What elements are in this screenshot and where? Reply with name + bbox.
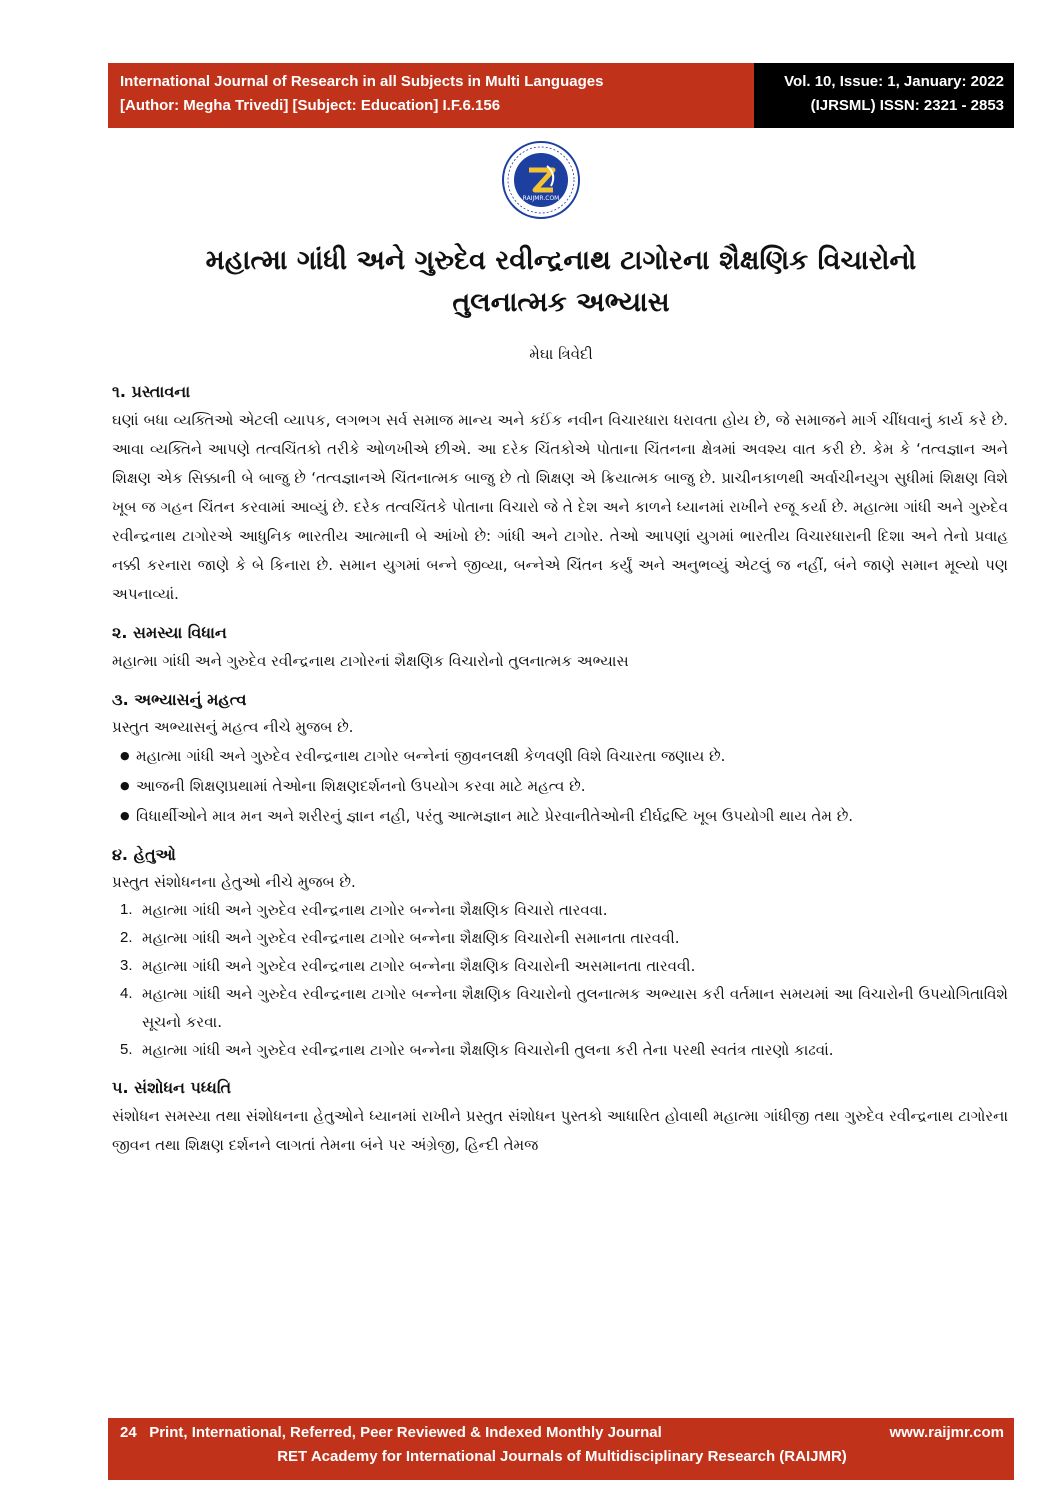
title-line-2: તુલનાત્મક અભ્યાસ	[452, 287, 670, 318]
volume-issue: Vol. 10, Issue: 1, January: 2022	[784, 73, 1004, 90]
paper-body	[112, 372, 1008, 1160]
section-heading-introduction: ૧. પ્રસ્તાવના	[112, 382, 191, 401]
author-name: મેઘા ત્રિવેદી	[529, 345, 593, 363]
journal-footer	[108, 1418, 1014, 1480]
list-number: 2.	[120, 929, 133, 946]
journal-header	[108, 63, 1014, 128]
issn: (IJRSML) ISSN: 2321 - 2853	[810, 97, 1004, 114]
journal-tagline: Print, International, Referred, Peer Reviewed & Indexed Monthly Journal	[149, 1424, 662, 1441]
publisher-name: RET Academy for International Journals of Multidisciplinary Research (RAIJMR)	[277, 1448, 847, 1465]
section-heading-methodology: ૫. સંશોધન પધ્ધતિ	[112, 1078, 232, 1097]
objectives-intro: પ્રસ્તુત સંશોધનના હેતુઓ નીચે મુજબ છે.	[112, 873, 356, 891]
objectives-list	[112, 896, 1008, 1064]
list-item: ● આજની શિક્ષણપ્રથામાં તેઓના શિક્ષણદર્શનનો ઉપયોગ કરવા માટે મહત્વ છે.	[120, 771, 1008, 801]
significance-intro: પ્રસ્તુત અભ્યાસનું મહત્વ નીચે મુજબ છે.	[112, 718, 354, 736]
list-item	[120, 896, 1008, 924]
list-item	[120, 980, 1008, 1036]
introduction-paragraph: ઘણાં બધા વ્યક્તિઓ એટલી વ્યાપક, લગભગ સર્વ સમાજ માન્ય અને કઈંક નવીન વિચારધારા ધરાવતા હોય છે, જે સમાજને માર્ગ ચીંધવાનું કાર્ય કરે છે. આવા વ્યક્તિને આપણે તત્વચિંતકો તરીકે ઓળખીએ છીએ. આ દરેક ચિંતકોએ પોતાના ચિંતનના ક્ષેત્રમાં અવશ્ય વાત કરી છે. કેમ કે ‘તત્વજ્ઞાન અને શિક્ષણ એક સિક્કાની બે બાજુ છે ‘તત્વજ્ઞાનએ ચિંતનાત્મક બાજુ છે તો શિક્ષણ એ ક્રિયાત્મક બાજુ છે. પ્રાચીનકાળથી અર્વાચીનયુગ સુધીમાં શિક્ષણ વિશે ખૂબ જ ગહન ચિંતન કરવામાં આવ્યું છે. દરેક તત્વચિંતકે પોતાના વિચારો જે તે દેશ અને કાળને ધ્યાનમાં રાખીને રજૂ કર્યા છે. મહાત્મા ગાંધી અને ગુરુદેવ રવીન્દ્રનાથ ટાગોરએ આધુનિક ભારતીય આત્માની બે આંખો છે: ગાંધી અને ટાગોર. તેઓ આપણાં યુગમાં ભારતીય વિચારધારાની દિશા અને તેનો પ્રવાહ નક્કી કરનારા જાણે કે બે કિનારા છે. સમાન યુગમાં બન્ને જીવ્યા, બન્નેએ ચિંતન કર્યું અને અનુભવ્યું એટલું જ નહીં, બંને જાણે સમાન મૂલ્યો પણ અપનાવ્યાં.	[112, 411, 1008, 603]
significance-list	[112, 741, 1008, 831]
journal-name: International Journal of Research in all Subjects in Multi Languages	[120, 73, 604, 90]
list-text: મહાત્મા ગાંધી અને ગુરુદેવ રવીન્દ્રનાથ ટાગોર બન્નેના શૈક્ષણિક વિચારો તારવવા.	[142, 901, 608, 919]
list-item	[120, 1036, 1008, 1064]
list-number: 5.	[120, 1041, 133, 1058]
list-text: મહાત્મા ગાંધી અને ગુરુદેવ રવીન્દ્રનાથ ટાગોર બન્નેના શૈક્ષણિક વિચારોનો તુલનાત્મક અભ્યાસ કરી વર્તમાન સમયમાં આ વિચારોની ઉપયોગિતાવિશે સૂચનો કરવા.	[142, 985, 1008, 1031]
methodology-paragraph: સંશોધન સમસ્યા તથા સંશોધનના હેતુઓને ધ્યાનમાં રાખીને પ્રસ્તુત સંશોધન પુસ્તકો આધારિત હોવાથી મહાત્મા ગાંધીજી તથા ગુરુદેવ રવીન્દ્રનાથ ટાગોરના જીવન તથા શિક્ષણ દર્શનને લાગતાં તેમના બંને પર અંગ્રેજી, હિન્દી તેમજ	[112, 1107, 1008, 1154]
list-number: 1.	[120, 901, 133, 918]
list-item	[120, 952, 1008, 980]
section-heading-significance: ૩. અભ્યાસનું મહત્વ	[112, 690, 247, 709]
author-subject-line: [Author: Megha Trivedi] [Subject: Education] I.F.6.156	[120, 97, 501, 114]
section-heading-objectives: ૪. હેતુઓ	[112, 845, 176, 864]
list-item: ● મહાત્મા ગાંધી અને ગુરુદેવ રવીન્દ્રનાથ ટાગોર બન્નેનાં જીવનલક્ષી કેળવણી વિશે વિચારતા જણાય છે.	[120, 741, 1008, 771]
list-item	[120, 924, 1008, 952]
journal-logo	[501, 140, 581, 220]
list-number: 3.	[120, 957, 133, 974]
journal-header-left	[108, 63, 754, 128]
list-number: 4.	[120, 985, 133, 1002]
list-text: મહાત્મા ગાંધી અને ગુરુદેવ રવીન્દ્રનાથ ટાગોર બન્નેના શૈક્ષણિક વિચારોની અસમાનતા તારવવી.	[142, 957, 696, 975]
section-heading-problem: ૨. સમસ્યા વિધાન	[112, 623, 227, 642]
paper-title	[108, 240, 1014, 324]
list-item: ● વિધાર્થીઓને માત્ર મન અને શરીરનું જ્ઞાન નહી, પરંતુ આત્મજ્ઞાન માટે પ્રેરવાનીતેઓની દીર્ઘદ્રષ્ટિ ખૂબ ઉપયોગી થાય તેમ છે.	[120, 801, 1008, 831]
problem-statement: મહાત્મા ગાંધી અને ગુરુદેવ રવીન્દ્રનાથ ટાગોરનાં શૈક્ષણિક વિચારોનો તુલનાત્મક અભ્યાસ	[112, 652, 629, 670]
website-link[interactable]: www.raijmr.com	[889, 1424, 1004, 1441]
page-number: 24	[120, 1424, 137, 1441]
list-text: મહાત્મા ગાંધી અને ગુરુદેવ રવીન્દ્રનાથ ટાગોર બન્નેના શૈક્ષણિક વિચારોની સમાનતા તારવવી.	[142, 929, 680, 947]
logo-text: RAIJMR.COM	[522, 195, 560, 202]
list-text: મહાત્મા ગાંધી અને ગુરુદેવ રવીન્દ્રનાથ ટાગોર બન્નેના શૈક્ષણિક વિચારોની તુલના કરી તેના પરથી સ્વતંત્ર તારણો કાઢવાં.	[142, 1041, 834, 1059]
title-line-1: મહાત્મા ગાંધી અને ગુરુદેવ રવીન્દ્રનાથ ટાગોરના શૈક્ષણિક વિચારોનો	[205, 245, 917, 276]
journal-header-right	[754, 63, 1014, 128]
